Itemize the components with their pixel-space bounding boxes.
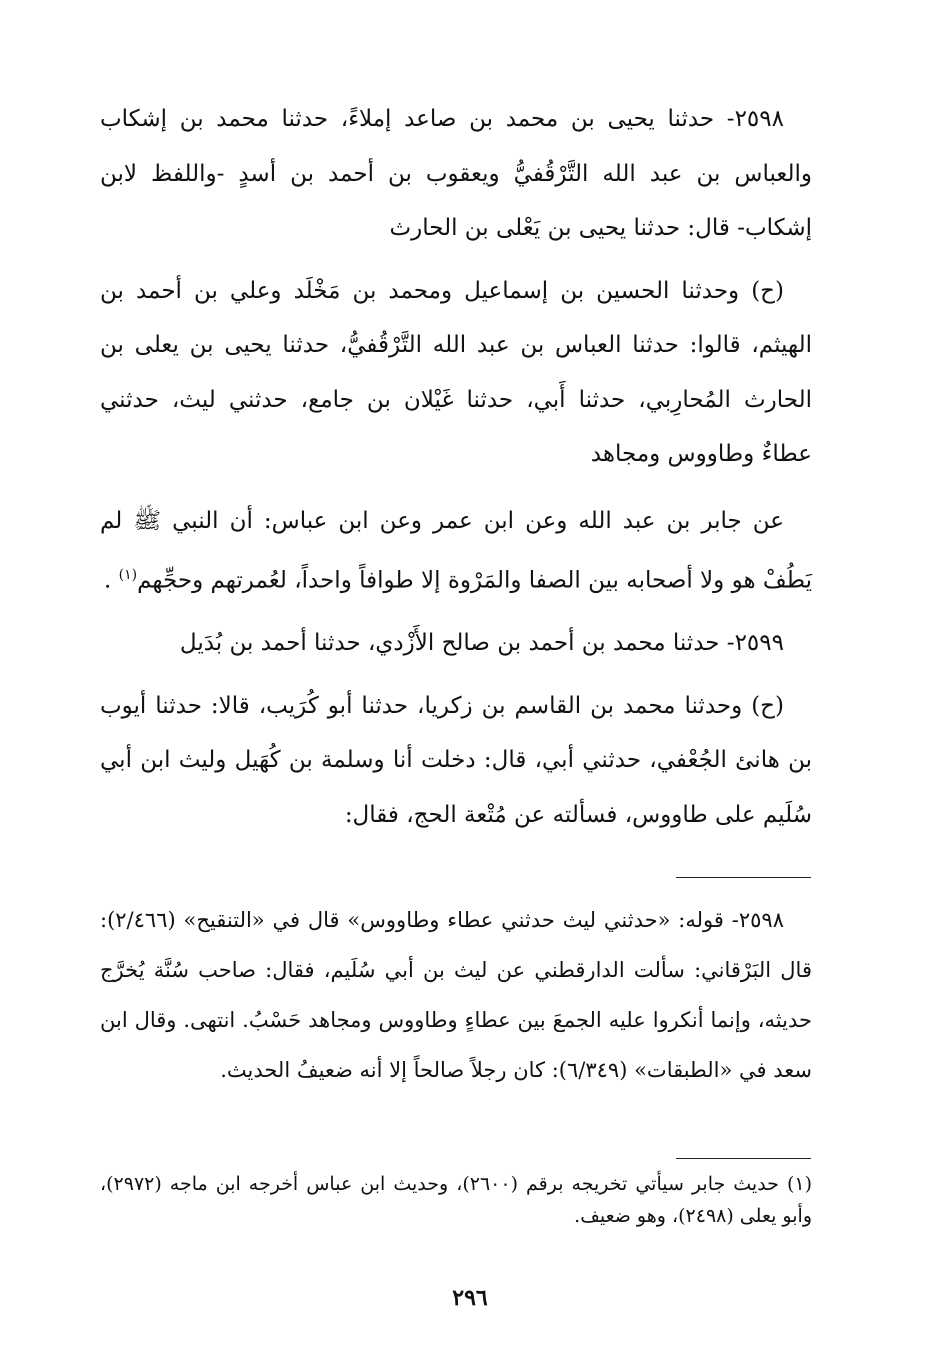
footnotes-divider bbox=[676, 1158, 811, 1159]
hadith-2599-isnad-alt: (ح) وحدثنا محمد بن القاسم بن زكريا، حدثنا أبو كُرَيب، قالا: حدثنا أيوب بن هانئ الجُعْفي، حدثني أبي، قال: دخلت أنا وسلمة بن كُهَيل وليث ابن أبي سُلَيم على طاووس، فسألته عن مُتْعة الحج، فقال: bbox=[100, 692, 812, 828]
notes-divider bbox=[676, 877, 811, 878]
hadith-2598-matn-text: عن جابر بن عبد الله وعن ابن عمر وعن ابن عباس: أن النبي ﷺ لم يَطُفْ هو ولا أصحابه بين الصفا والمَرْوة إلا طوافاً واحداً، لعُمرتهم وحجِّهم bbox=[100, 507, 812, 594]
hadith-2599-isnad: ٢٥٩٩- حدثنا محمد بن أحمد بن صالح الأَزْدي، حدثنا أحمد بن بُدَيل bbox=[179, 630, 784, 657]
page-number: ٢٩٦ bbox=[452, 1285, 488, 1311]
note-2598: ٢٥٩٨- قوله: «حدثني ليث حدثني عطاء وطاووس» قال في «التنقيح» (٢/٤٦٦): قال البَرْقاني: سألت الدارقطني عن ليث بن أبي سُلَيم، فقال: صاحب سُنَّة يُخرَّج حديثه، وإنما أنكروا عليه الجمعَ بين عطاءٍ وطاووس ومجاهد حَسْبُ. انتهى. وقال ابن سعد في «الطبقات» (٦/٣٤٩): كان رجلاً صالحاً إلا أنه ضعيفُ الحديث. bbox=[100, 908, 812, 1082]
main-text bbox=[100, 92, 812, 842]
matn-end: . bbox=[104, 567, 119, 594]
commentary-notes bbox=[100, 895, 812, 1095]
footnote-ref-1: (١) bbox=[118, 567, 138, 583]
hadith-2598-matn bbox=[100, 494, 812, 609]
hadith-2598-isnad: ٢٥٩٨- حدثنا يحيى بن محمد بن صاعد إملاءً، حدثنا محمد بن إشكاب والعباس بن عبد الله التَّرْقُفيُّ ويعقوب بن أحمد بن أسدٍ -واللفظ لابن إشكاب- قال: حدثنا يحيى بن يَعْلى بن الحارث bbox=[100, 106, 812, 241]
footnotes bbox=[100, 1168, 812, 1232]
footnote-1: (١) حديث جابر سيأتي تخريجه برقم (٢٦٠٠)، وحديث ابن عباس أخرجه ابن ماجه (٢٩٧٢)، وأبو يعلى (٢٤٩٨)، وهو ضعيف. bbox=[100, 1173, 812, 1227]
hadith-2598-isnad-alt: (ح) وحدثنا الحسين بن إسماعيل ومحمد بن مَخْلَد وعلي بن أحمد بن الهيثم، قالوا: حدثنا العباس بن عبد الله التَّرْقُفيُّ، حدثنا يحيى بن يعلى بن الحارث المُحارِبي، حدثنا أَبي، حدثنا غَيْلان بن جامع، حدثني ليث، حدثني عطاءٌ وطاووس ومجاهد bbox=[100, 277, 812, 467]
